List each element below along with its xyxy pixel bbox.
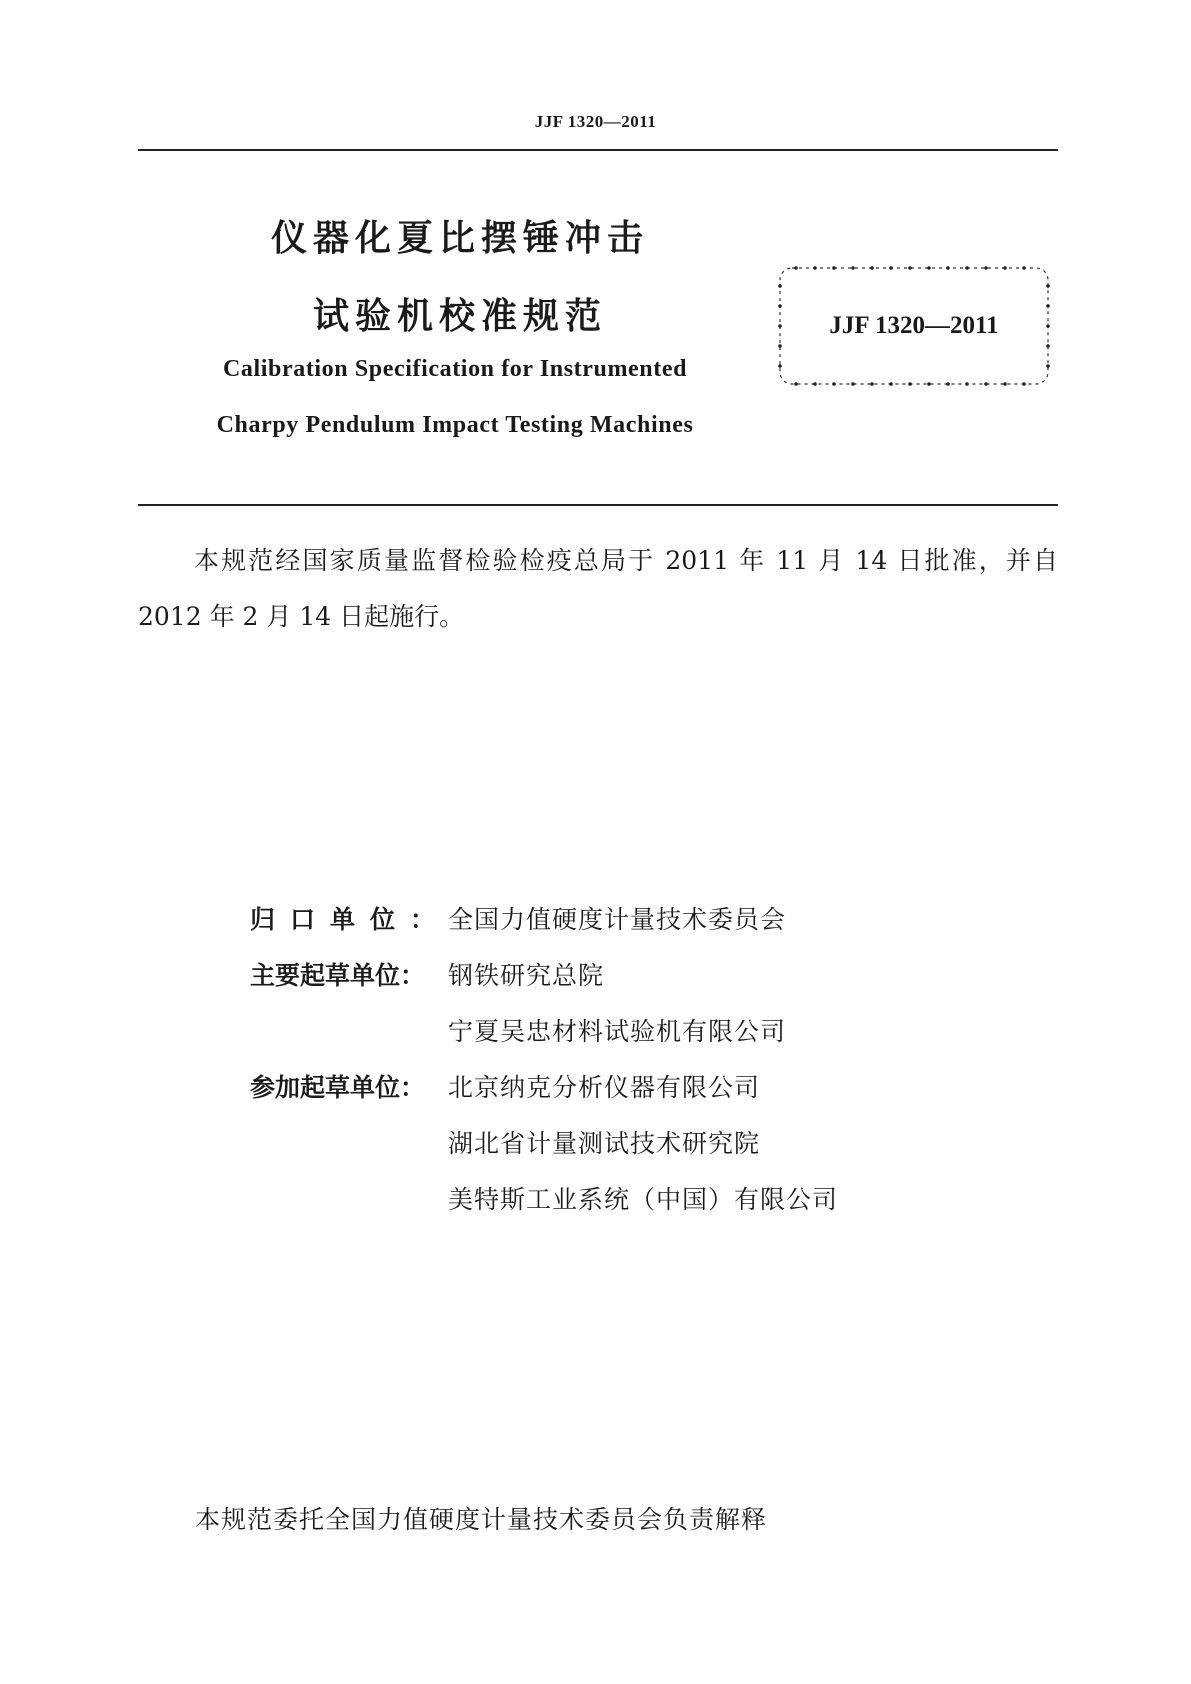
main-drafter: 钢铁研究总院 bbox=[448, 961, 605, 990]
title-en-line2: Charpy Pendulum Impact Testing Machines bbox=[216, 412, 694, 438]
participating-drafter: 湖北省计量测试技术研究院 bbox=[448, 1129, 761, 1158]
title-zh-line1: 仪器化夏比摆锤冲击 bbox=[270, 218, 649, 259]
responsible-unit-label: 归口单位： bbox=[250, 905, 451, 934]
interpretation-note: 本规范委托全国力值硬度计量技术委员会负责解释 bbox=[195, 1505, 768, 1534]
approval-statement: 本规范经国家质量监督检验检疫总局于 2011 年 11 月 14 日批准，并自 2012 年 2 月 14 日起施行。 bbox=[138, 546, 1058, 631]
responsible-unit: 全国力值硬度计量技术委员会 bbox=[448, 905, 787, 934]
main-drafter-label: 主要起草单位： bbox=[250, 961, 426, 990]
running-header: JJF 1320—2011 bbox=[534, 112, 657, 131]
participating-drafter-label: 参加起草单位： bbox=[250, 1073, 426, 1102]
document-code: JJF 1320—2011 bbox=[829, 312, 999, 339]
section-rule bbox=[138, 504, 1058, 506]
participating-drafter: 北京纳克分析仪器有限公司 bbox=[448, 1073, 761, 1102]
title-en-line1: Calibration Specification for Instrumented bbox=[222, 356, 688, 382]
header-rule bbox=[138, 149, 1058, 151]
title-zh-line2: 试验机校准规范 bbox=[312, 296, 607, 337]
document-code-box bbox=[776, 264, 1052, 388]
main-drafter: 宁夏吴忠材料试验机有限公司 bbox=[448, 1017, 787, 1046]
participating-drafter: 美特斯工业系统（中国）有限公司 bbox=[448, 1185, 839, 1214]
